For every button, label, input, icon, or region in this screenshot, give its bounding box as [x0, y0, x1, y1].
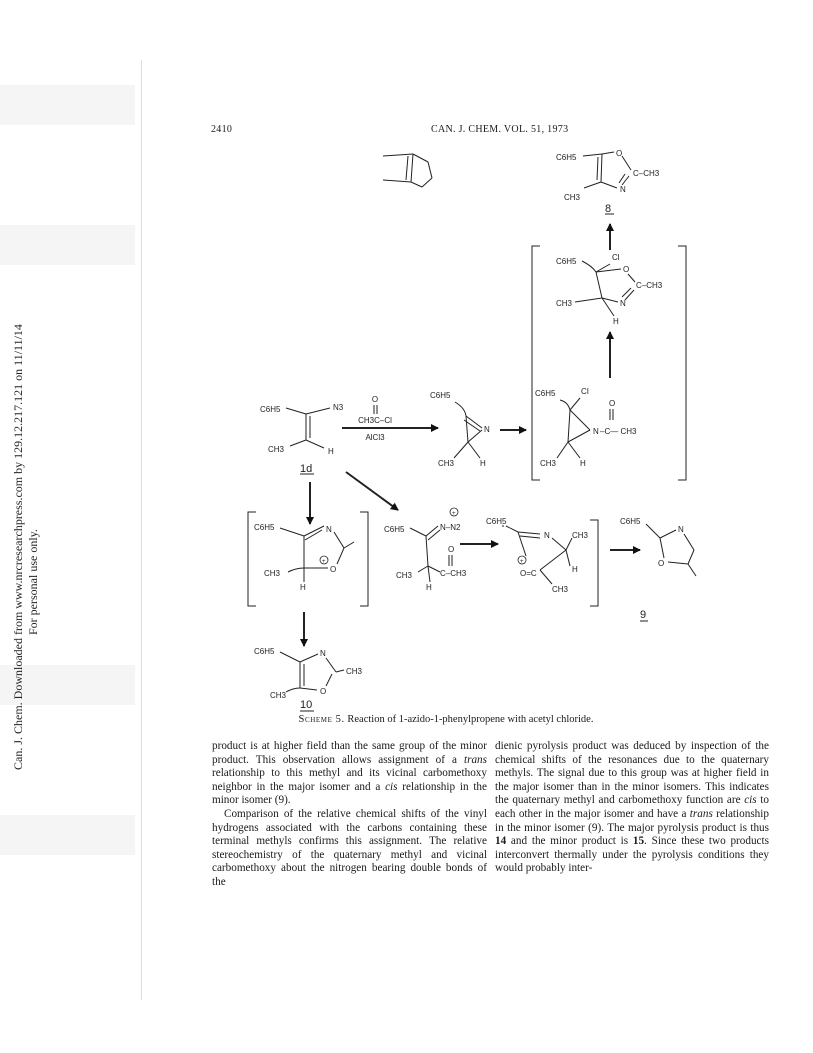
c6h5-label: C6H5: [254, 523, 275, 532]
c-dash-ch3-label: –C— CH3: [600, 427, 637, 436]
c6h5-label: C6H5: [384, 525, 405, 534]
ch3-label: CH3: [572, 531, 589, 540]
scan-smudge: [0, 85, 135, 125]
text-run: dienic pyrolysis product was deduced by inspection of the chemical shifts of the resonances due to the quaternary methyls. The signal due to this group was at higher field in the major isomer than in the minor isomers. This indicates the quaternary methyl and carbomethoxy function are: [495, 740, 769, 807]
download-notice-line1: Can. J. Chem. Downloaded from www.nrcresearchpress.com by 129.12.217.121 on 11/11/14: [11, 324, 25, 770]
h-label: H: [480, 459, 486, 468]
compound-label-9: 9: [640, 609, 647, 621]
cl-label: Cl: [612, 253, 620, 262]
c6h5-label: C6H5: [260, 405, 281, 414]
o-label: O: [320, 687, 327, 696]
c6h5-label: C6H5: [556, 153, 577, 162]
azirine-bonds: [454, 402, 482, 458]
n3-label: N3: [333, 403, 344, 412]
acyl-imine-bonds: [410, 526, 440, 582]
paragraph: Comparison of the relative chemical shifts of the vinyl hydrogens associated with the carbons containing these terminal methyls confirms this assignment. The relative stereochemistry of the quaternary methyl and vicinal carbomethoxy about the nitrogen bearing double bonds of the: [212, 807, 487, 888]
compound-9-bonds: [646, 524, 696, 576]
c6h5-label: C6H5: [535, 389, 556, 398]
c-ch3-label: C–CH3: [440, 569, 467, 578]
text-run: and the minor product is: [506, 835, 633, 848]
ch3-label: CH3: [396, 571, 413, 580]
n-label: N: [484, 425, 490, 434]
paragraph: [212, 740, 487, 808]
compound-1d-bonds: [286, 408, 330, 448]
n-label: N: [620, 185, 626, 194]
emphasis: cis: [744, 794, 757, 807]
text-run: . Since these two products interconvert thermally under the pyrolysis conditions they would probably inter-: [495, 835, 769, 875]
n-label: N: [620, 299, 626, 308]
compound-8-bonds: [583, 152, 631, 188]
compound-label-8: 8: [605, 203, 612, 215]
caption-label: Scheme 5.: [298, 714, 345, 725]
h-label: H: [426, 583, 432, 592]
svg-text:+: +: [452, 511, 456, 517]
n-label: N: [320, 649, 326, 658]
text-run: relationship to this methyl and its vicinal carbomethoxy neighbor in the major isomer and a: [212, 767, 487, 793]
c6h5-label: C6H5: [254, 647, 275, 656]
text-run: relationship in the minor isomer (9). The major pyrolysis product is thus: [495, 807, 769, 834]
compound-number: 14: [495, 835, 507, 848]
page-number: 2410: [211, 124, 233, 135]
reaction-scheme: [200, 140, 700, 712]
reagent-line1: O: [371, 395, 379, 404]
n-label: N: [544, 531, 550, 540]
emphasis: cis: [385, 780, 398, 793]
o-eq-c-label: O=C: [520, 569, 537, 578]
ch3-label: CH3: [556, 299, 573, 308]
paragraph: [495, 740, 769, 876]
compound-number: 15: [632, 835, 645, 848]
scan-smudge: [0, 815, 135, 855]
emphasis: trans: [463, 753, 487, 766]
reagent-line3: AlCl3: [365, 433, 385, 442]
ch3-label: CH3: [438, 459, 455, 468]
svg-text:+: +: [322, 559, 326, 565]
svg-text:+: +: [520, 559, 524, 565]
c-ch3-label: C–CH3: [633, 169, 660, 178]
journal-reference: CAN. J. CHEM. VOL. 51, 1973: [431, 124, 569, 135]
arrow-to-acyl-imine: [346, 472, 398, 510]
body-column-left: [212, 740, 487, 890]
compound-8-structure: [383, 154, 432, 187]
n-label: N: [593, 427, 599, 436]
ch3-label: CH3: [264, 569, 281, 578]
compound-10-bonds: [280, 652, 344, 692]
oxazolinium-bonds: [280, 526, 354, 582]
h-label: H: [572, 565, 578, 574]
h-label: H: [328, 447, 334, 456]
scan-smudge: [0, 225, 135, 265]
download-notice-line2: For personal use only.: [26, 529, 40, 635]
o-label: O: [448, 545, 455, 554]
cl-alt-label: CI: [581, 387, 589, 396]
ch3-label: CH3: [540, 459, 557, 468]
c6h5-label: C6H5: [430, 391, 451, 400]
scheme-caption: [211, 714, 681, 725]
h-label: H: [300, 583, 306, 592]
c6h5-label: C6H5: [620, 517, 641, 526]
ch3-label: CH3: [268, 445, 285, 454]
aziridine-bonds: [557, 398, 590, 458]
o-label: O: [658, 559, 665, 568]
h-label: H: [613, 317, 619, 326]
page-gutter-line: [141, 60, 142, 1000]
body-column-right: [495, 740, 769, 876]
c6h5-label: C6H5: [556, 257, 577, 266]
ch3-label: CH3: [564, 193, 581, 202]
download-notice: [6, 270, 42, 780]
h-label: H: [580, 459, 586, 468]
o-label: O: [609, 399, 616, 408]
caption-text: Reaction of 1-azido-1-phenylpropene with acetyl chloride.: [347, 714, 594, 725]
o-label: O: [623, 265, 630, 274]
o-label: O: [330, 565, 337, 574]
n-label: N: [678, 525, 684, 534]
text-run: relationship in the minor isomer (9).: [212, 780, 487, 807]
compound-label-1d: 1d: [300, 463, 313, 475]
n-label: N: [326, 525, 332, 534]
ch3-label: CH3: [346, 667, 363, 676]
ch3-label: CH3: [270, 691, 287, 700]
text-run: product is at higher field than the same group of the minor product. This observation allows assignment of a: [212, 740, 487, 766]
o-label: O: [616, 149, 623, 158]
c-ch3-label: C–CH3: [636, 281, 663, 290]
compound-label-10: 10: [300, 699, 313, 711]
ch3-label: CH3: [552, 585, 569, 594]
n-n2-label: N–N2: [440, 523, 461, 532]
text-run: to each other in the major isomer and have a: [495, 794, 769, 820]
emphasis: trans: [689, 807, 713, 820]
c6h5-label: C6H5: [486, 517, 507, 526]
reagent-line2: CH3C–Cl: [358, 416, 392, 425]
cation-bonds: [506, 526, 572, 584]
